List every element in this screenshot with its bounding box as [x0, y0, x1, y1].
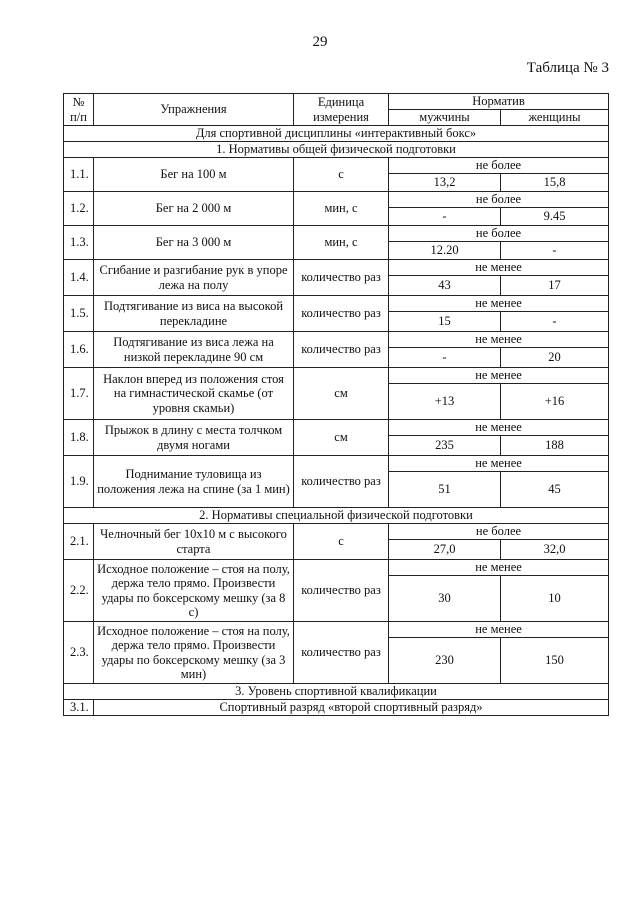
exercise-unit: с — [294, 524, 389, 560]
exercise-number: 1.9. — [64, 456, 94, 508]
exercise-unit: количество раз — [294, 260, 389, 296]
exercise-number: 2.2. — [64, 560, 94, 622]
exercise-name: Челночный бег 10x10 м с высокого старта — [94, 524, 294, 560]
norm-condition: не более — [389, 192, 609, 208]
discipline-row: Для спортивной дисциплины «интерактивный бокс» — [64, 126, 609, 142]
exercise-unit: мин, с — [294, 226, 389, 260]
header-num: № п/п — [64, 94, 94, 126]
exercise-name: Сгибание и разгибание рук в упоре лежа на полу — [94, 260, 294, 296]
exercise-number: 1.7. — [64, 368, 94, 420]
exercise-row — [64, 158, 609, 174]
exercise-name: Исходное положение – стоя на полу, держа тело прямо. Произвести удары по боксерскому мешку (за 3 мин) — [94, 622, 294, 684]
exercise-number: 1.2. — [64, 192, 94, 226]
exercise-unit: с — [294, 158, 389, 192]
exercise-row — [64, 560, 609, 576]
exercise-name: Исходное положение – стоя на полу, держа тело прямо. Произвести удары по боксерскому мешку (за 8 с) — [94, 560, 294, 622]
exercise-unit: количество раз — [294, 560, 389, 622]
exercise-row — [64, 332, 609, 348]
exercise-row — [64, 420, 609, 436]
norms-table-body — [64, 94, 609, 716]
norm-condition: не более — [389, 226, 609, 242]
norm-condition: не менее — [389, 296, 609, 312]
exercise-row — [64, 368, 609, 384]
exercise-number: 1.8. — [64, 420, 94, 456]
norm-women-value: +16 — [501, 384, 609, 420]
norms-table — [63, 93, 609, 716]
exercise-row — [64, 524, 609, 540]
norm-women-value: 150 — [501, 638, 609, 684]
exercise-unit: количество раз — [294, 296, 389, 332]
exercise-number: 1.1. — [64, 158, 94, 192]
norm-women-value: 188 — [501, 436, 609, 456]
exercise-number: 2.1. — [64, 524, 94, 560]
exercise-name: Прыжок в длину с места толчком двумя ногами — [94, 420, 294, 456]
norm-women-value: - — [501, 312, 609, 332]
qualification-text: Спортивный разряд «второй спортивный разряд» — [94, 700, 609, 716]
norm-women-value: 32,0 — [501, 540, 609, 560]
header-exercises: Упражнения — [94, 94, 294, 126]
norm-women-value: 45 — [501, 472, 609, 508]
exercise-unit: см — [294, 368, 389, 420]
norm-condition: не менее — [389, 456, 609, 472]
norm-men-value: - — [389, 348, 501, 368]
norm-men-value: 15 — [389, 312, 501, 332]
exercise-name: Бег на 2 000 м — [94, 192, 294, 226]
exercise-number: 2.3. — [64, 622, 94, 684]
page-number: 29 — [312, 34, 328, 50]
norm-men-value: 30 — [389, 576, 501, 622]
exercise-unit: количество раз — [294, 622, 389, 684]
exercise-row — [64, 622, 609, 638]
exercise-name: Подтягивание из виса лежа на низкой перекладине 90 см — [94, 332, 294, 368]
exercise-number: 1.6. — [64, 332, 94, 368]
norm-condition: не менее — [389, 420, 609, 436]
header-unit: Единица измерения — [294, 94, 389, 126]
exercise-unit: количество раз — [294, 456, 389, 508]
norm-condition: не менее — [389, 332, 609, 348]
norm-women-value: 10 — [501, 576, 609, 622]
norm-women-value: 9.45 — [501, 208, 609, 226]
norm-condition: не менее — [389, 622, 609, 638]
norm-men-value: 13,2 — [389, 174, 501, 192]
section-title: 3. Уровень спортивной квалификации — [64, 684, 609, 700]
header-norm: Норматив — [389, 94, 609, 110]
section-title: 2. Нормативы специальной физической подготовки — [64, 508, 609, 524]
norm-men-value: - — [389, 208, 501, 226]
exercise-row — [64, 456, 609, 472]
norm-men-value: 27,0 — [389, 540, 501, 560]
norm-men-value: 230 — [389, 638, 501, 684]
norm-women-value: 17 — [501, 276, 609, 296]
table-caption: Таблица № 3 — [526, 60, 609, 76]
exercise-name: Бег на 100 м — [94, 158, 294, 192]
exercise-number: 1.3. — [64, 226, 94, 260]
norm-men-value: 12.20 — [389, 242, 501, 260]
exercise-name: Подтягивание из виса на высокой перекладине — [94, 296, 294, 332]
exercise-row — [64, 192, 609, 208]
exercise-row — [64, 296, 609, 312]
norm-women-value: 20 — [501, 348, 609, 368]
exercise-name: Бег на 3 000 м — [94, 226, 294, 260]
exercise-name: Поднимание туловища из положения лежа на спине (за 1 мин) — [94, 456, 294, 508]
norm-men-value: +13 — [389, 384, 501, 420]
norm-women-value: - — [501, 242, 609, 260]
norm-condition: не менее — [389, 260, 609, 276]
norm-condition: не менее — [389, 368, 609, 384]
exercise-name: Наклон вперед из положения стоя на гимнастической скамье (от уровня скамьи) — [94, 368, 294, 420]
exercise-unit: мин, с — [294, 192, 389, 226]
norm-women-value: 15,8 — [501, 174, 609, 192]
norm-men-value: 51 — [389, 472, 501, 508]
exercise-number: 1.5. — [64, 296, 94, 332]
norm-men-value: 43 — [389, 276, 501, 296]
section-title: 1. Нормативы общей физической подготовки — [64, 142, 609, 158]
norm-condition: не менее — [389, 560, 609, 576]
header-women: женщины — [501, 110, 609, 126]
qualification-number: 3.1. — [64, 700, 94, 716]
norm-condition: не более — [389, 158, 609, 174]
exercise-number: 1.4. — [64, 260, 94, 296]
exercise-unit: количество раз — [294, 332, 389, 368]
exercise-row — [64, 226, 609, 242]
exercise-unit: см — [294, 420, 389, 456]
norm-condition: не более — [389, 524, 609, 540]
header-men: мужчины — [389, 110, 501, 126]
norm-men-value: 235 — [389, 436, 501, 456]
exercise-row — [64, 260, 609, 276]
